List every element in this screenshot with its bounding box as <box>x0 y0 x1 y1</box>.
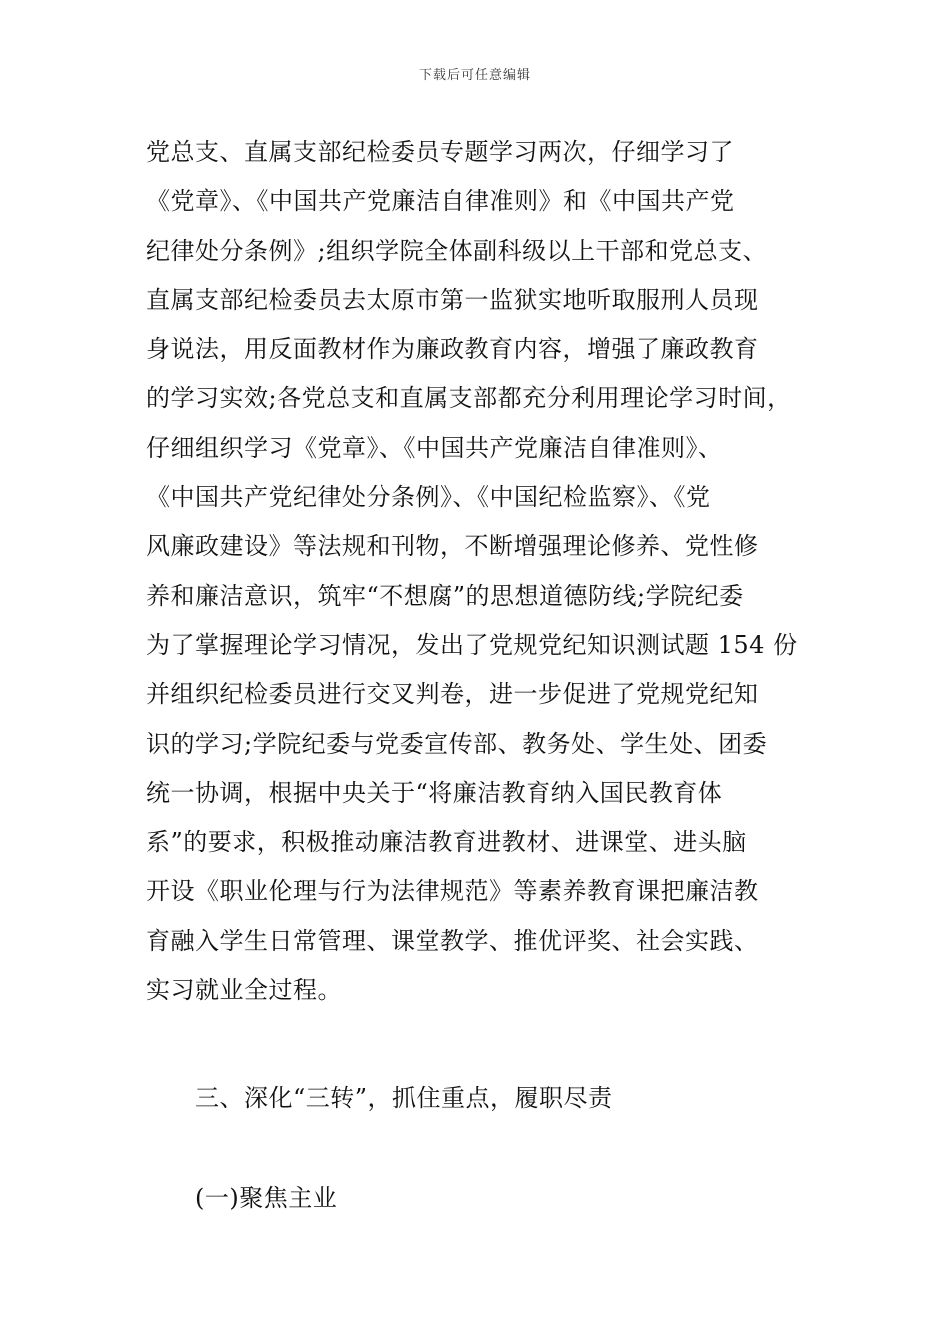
paragraph-line: 识的学习;学院纪委与党委宣传部、教务处、学生处、团委 <box>146 729 768 758</box>
paragraph-line: 养和廉洁意识，筑牢“不想腐”的思想道德防线;学院纪委 <box>146 581 744 610</box>
paragraph-line: 的学习实效;各党总支和直属支部都充分利用理论学习时间， <box>146 384 792 413</box>
paragraph-line: 育融入学生日常管理、课堂教学、推优评奖、社会实践、 <box>146 926 759 955</box>
paragraph-line: 《中国共产党纪律处分条例》、《中国纪检监察》、《党 <box>146 483 711 512</box>
body-paragraph <box>146 128 836 1015</box>
subsection-heading: (一)聚焦主业 <box>195 1184 338 1212</box>
paragraph-line: 党总支、直属支部纪检委员专题学习两次，仔细学习了 <box>146 138 734 166</box>
paragraph-line: 统一协调，根据中央关于“将廉洁教育纳入国民教育体 <box>146 778 723 807</box>
paragraph-line: 直属支部纪检委员去太原市第一监狱实地听取服刑人员现 <box>146 285 759 314</box>
paragraph-line: 实习就业全过程。 <box>146 976 342 1005</box>
paragraph-line: 为了掌握理论学习情况，发出了党规党纪知识测试题 154 份 <box>146 630 798 659</box>
paragraph-line: 仔细组织学习《党章》、《中国共产党廉洁自律准则》、 <box>146 433 723 462</box>
paragraph-line: 开设《职业伦理与行为法律规范》等素养教育课把廉洁教 <box>146 877 759 906</box>
paragraph-line: 并组织纪检委员进行交叉判卷，进一步促进了党规党纪知 <box>146 680 759 709</box>
section-heading: 三、深化“三转”，抓住重点，履职尽责 <box>195 1084 613 1112</box>
paragraph-line: 纪律处分条例》;组织学院全体副科级以上干部和党总支、 <box>146 236 768 265</box>
paragraph-line: 系”的要求，积极推动廉洁教育进教材、进课堂、进头脑 <box>146 828 747 857</box>
paragraph-line: 《党章》、《中国共产党廉洁自律准则》和《中国共产党 <box>146 187 735 216</box>
page-header: 下载后可任意编辑 <box>418 68 531 83</box>
paragraph-line: 身说法，用反面教材作为廉政教育内容，增强了廉政教育 <box>146 335 759 364</box>
paragraph-line: 风廉政建设》等法规和刊物，不断增强理论修养、党性修 <box>146 532 759 561</box>
